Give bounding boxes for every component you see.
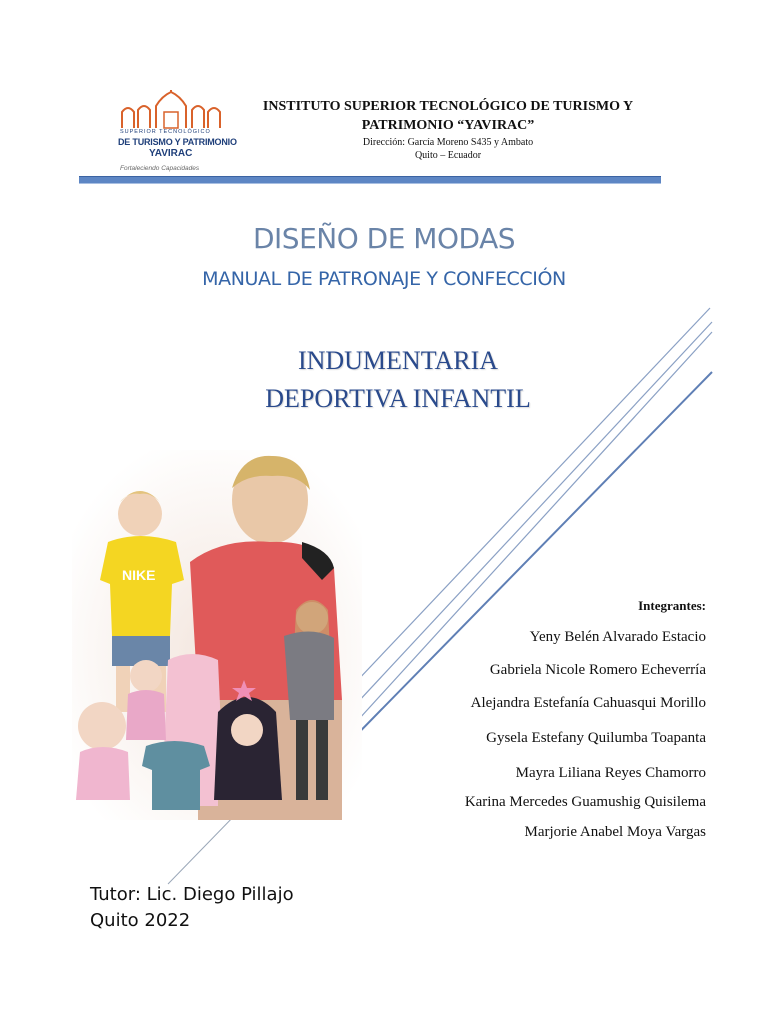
teal-shirt-item: [142, 741, 210, 810]
member-name: Karina Mercedes Guamushig Quisilema: [464, 794, 706, 810]
address-line1: Dirección: García Moreno S435 y Ambato: [362, 137, 534, 148]
member-name: Gabriela Nicole Romero Echeverría: [489, 662, 706, 678]
institute-logo: [116, 90, 237, 176]
member-name: Gysela Estefany Quilumba Toapanta: [486, 730, 706, 746]
logo-tagline: Fortaleciendo Capacidades: [120, 165, 200, 172]
program-title: DISEÑO DE MODAS: [252, 222, 515, 255]
tutor-line: Tutor: Lic. Diego Pillajo: [90, 884, 294, 905]
members-section: [376, 598, 706, 854]
header-divider: [79, 176, 661, 184]
institution-name: [228, 97, 668, 135]
topic-title-line2: DEPORTIVA INFANTIL: [265, 384, 531, 413]
logo-text-superior: SUPERIOR TECNOLÓGICO: [120, 129, 211, 135]
baby-sitting-figure: [126, 660, 166, 740]
children-sportswear-photo-collage: [72, 450, 362, 820]
address-line2: Quito – Ecuador: [414, 150, 482, 161]
institute-building-logo-icon: [116, 90, 226, 130]
member-name: Alejandra Estefanía Cahuasqui Morillo: [470, 695, 706, 711]
institution-name-line1: INSTITUTO SUPERIOR TECNOLÓGICO DE TURISMO Y: [262, 99, 634, 114]
institution-address: [228, 136, 668, 162]
member-name: Marjorie Anabel Moya Vargas: [524, 824, 706, 840]
logo-text-turismo: DE TURISMO Y PATRIMONIO: [118, 137, 237, 147]
footer: [90, 882, 294, 934]
baby-pink-figure: [76, 702, 130, 800]
logo-text-yavirac: YAVIRAC: [149, 148, 193, 159]
institution-name-line2: PATRIMONIO “YAVIRAC”: [361, 118, 535, 133]
svg-text:NIKE: NIKE: [122, 567, 156, 583]
place-year-line: Quito 2022: [90, 910, 191, 931]
member-name: Mayra Liliana Reyes Chamorro: [515, 765, 706, 781]
topic-title-line1: INDUMENTARIA: [297, 346, 499, 375]
topic-title: [200, 342, 596, 418]
members-heading: Integrantes:: [638, 598, 706, 613]
subject-title: MANUAL DE PATRONAJE Y CONFECCIÓN: [202, 268, 566, 290]
member-name: Yeny Belén Alvarado Estacio: [529, 629, 706, 645]
